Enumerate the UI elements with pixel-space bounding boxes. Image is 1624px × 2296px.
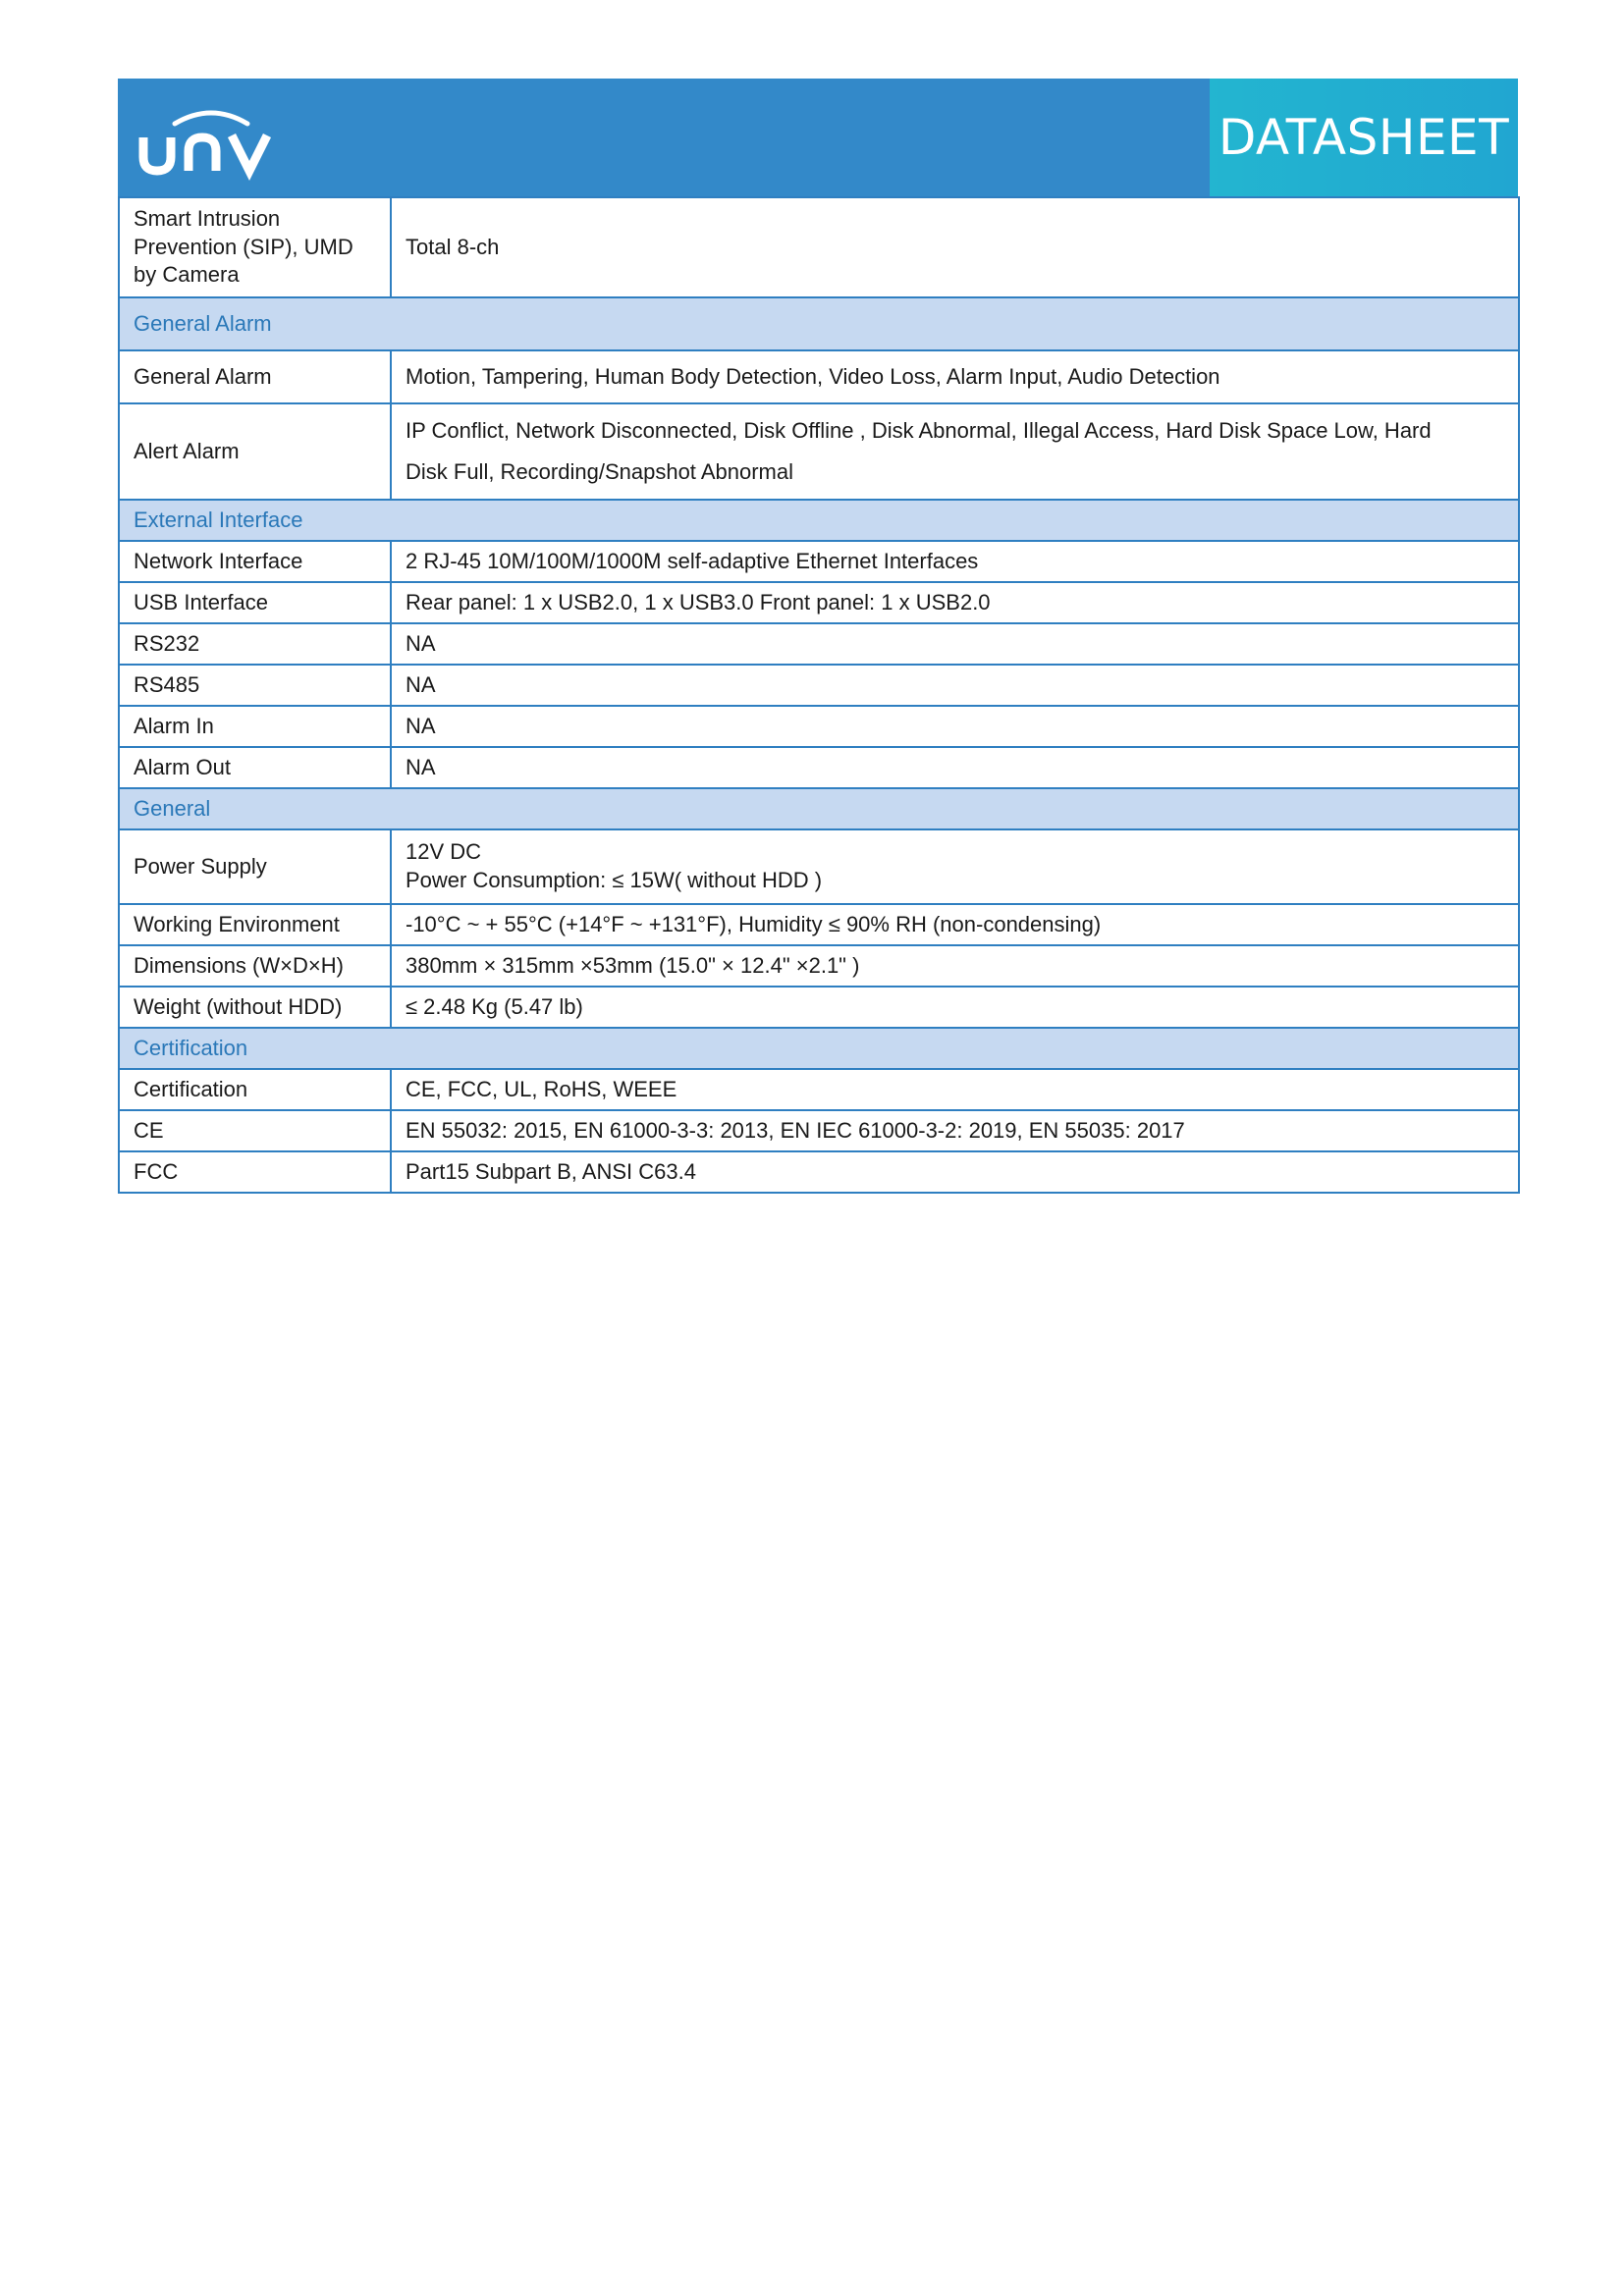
section-title: Certification	[119, 1028, 1519, 1069]
table-row	[119, 1151, 1519, 1193]
row-value: Total 8-ch	[391, 197, 1519, 297]
section-title: General Alarm	[119, 297, 1519, 350]
row-label: FCC	[119, 1151, 391, 1193]
row-label: RS232	[119, 623, 391, 665]
section-header-general	[119, 788, 1519, 829]
row-value: 2 RJ-45 10M/100M/1000M self-adaptive Ethernet Interfaces	[391, 541, 1519, 582]
table-row	[119, 829, 1519, 904]
table-row	[119, 1069, 1519, 1110]
row-label: USB Interface	[119, 582, 391, 623]
table-row	[119, 197, 1519, 297]
table-row	[119, 582, 1519, 623]
row-label: Dimensions (W×D×H)	[119, 945, 391, 987]
row-value-line: IP Conflict, Network Disconnected, Disk Offline , Disk Abnormal, Illegal Access, Hard Disk Space Low, Hard	[406, 418, 1432, 444]
section-header-external-interface	[119, 500, 1519, 541]
row-value: Motion, Tampering, Human Body Detection, Video Loss, Alarm Input, Audio Detection	[391, 350, 1519, 403]
row-label: Power Supply	[119, 829, 391, 904]
table-row	[119, 623, 1519, 665]
section-header-general-alarm	[119, 297, 1519, 350]
section-title: General	[119, 788, 1519, 829]
row-value: ≤ 2.48 Kg (5.47 lb)	[391, 987, 1519, 1028]
row-value: -10°C ~ + 55°C (+14°F ~ +131°F), Humidity ≤ 90% RH (non-condensing)	[391, 904, 1519, 945]
row-value: 380mm × 315mm ×53mm (15.0" × 12.4" ×2.1" )	[391, 945, 1519, 987]
table-row	[119, 747, 1519, 788]
row-label-line: by Camera	[134, 262, 240, 288]
row-value-line: Disk Full, Recording/Snapshot Abnormal	[406, 459, 793, 484]
row-label: Alert Alarm	[119, 403, 391, 500]
table-row	[119, 350, 1519, 403]
row-value: NA	[391, 706, 1519, 747]
row-label: Weight (without HDD)	[119, 987, 391, 1028]
row-label-line: Smart Intrusion	[134, 206, 281, 232]
section-title: External Interface	[119, 500, 1519, 541]
row-label: Network Interface	[119, 541, 391, 582]
row-label: General Alarm	[119, 350, 391, 403]
table-row	[119, 541, 1519, 582]
table-row	[119, 403, 1519, 500]
row-value	[391, 403, 1519, 500]
row-value: NA	[391, 747, 1519, 788]
row-value: Part15 Subpart B, ANSI C63.4	[391, 1151, 1519, 1193]
row-value-line: Power Consumption: ≤ 15W( without HDD )	[406, 868, 823, 892]
row-value	[391, 829, 1519, 904]
datasheet-tag: DATASHEET	[1210, 79, 1518, 196]
row-label: Alarm In	[119, 706, 391, 747]
table-row	[119, 987, 1519, 1028]
row-label: RS485	[119, 665, 391, 706]
section-header-certification	[119, 1028, 1519, 1069]
spec-table	[118, 196, 1520, 1194]
row-value: NA	[391, 623, 1519, 665]
table-row	[119, 904, 1519, 945]
row-label: Certification	[119, 1069, 391, 1110]
table-row	[119, 706, 1519, 747]
row-label: CE	[119, 1110, 391, 1151]
row-label: Working Environment	[119, 904, 391, 945]
table-row	[119, 665, 1519, 706]
row-label: Alarm Out	[119, 747, 391, 788]
row-value: CE, FCC, UL, RoHS, WEEE	[391, 1069, 1519, 1110]
row-label	[119, 197, 391, 297]
row-value: NA	[391, 665, 1519, 706]
row-value-line: 12V DC	[406, 839, 482, 865]
table-row	[119, 1110, 1519, 1151]
unv-logo	[137, 96, 285, 185]
datasheet-header	[118, 79, 1518, 196]
table-row	[119, 945, 1519, 987]
row-value: EN 55032: 2015, EN 61000-3-3: 2013, EN IEC 61000-3-2: 2019, EN 55035: 2017	[391, 1110, 1519, 1151]
row-label-line: Prevention (SIP), UMD	[134, 234, 353, 259]
row-value: Rear panel: 1 x USB2.0, 1 x USB3.0 Front panel: 1 x USB2.0	[391, 582, 1519, 623]
